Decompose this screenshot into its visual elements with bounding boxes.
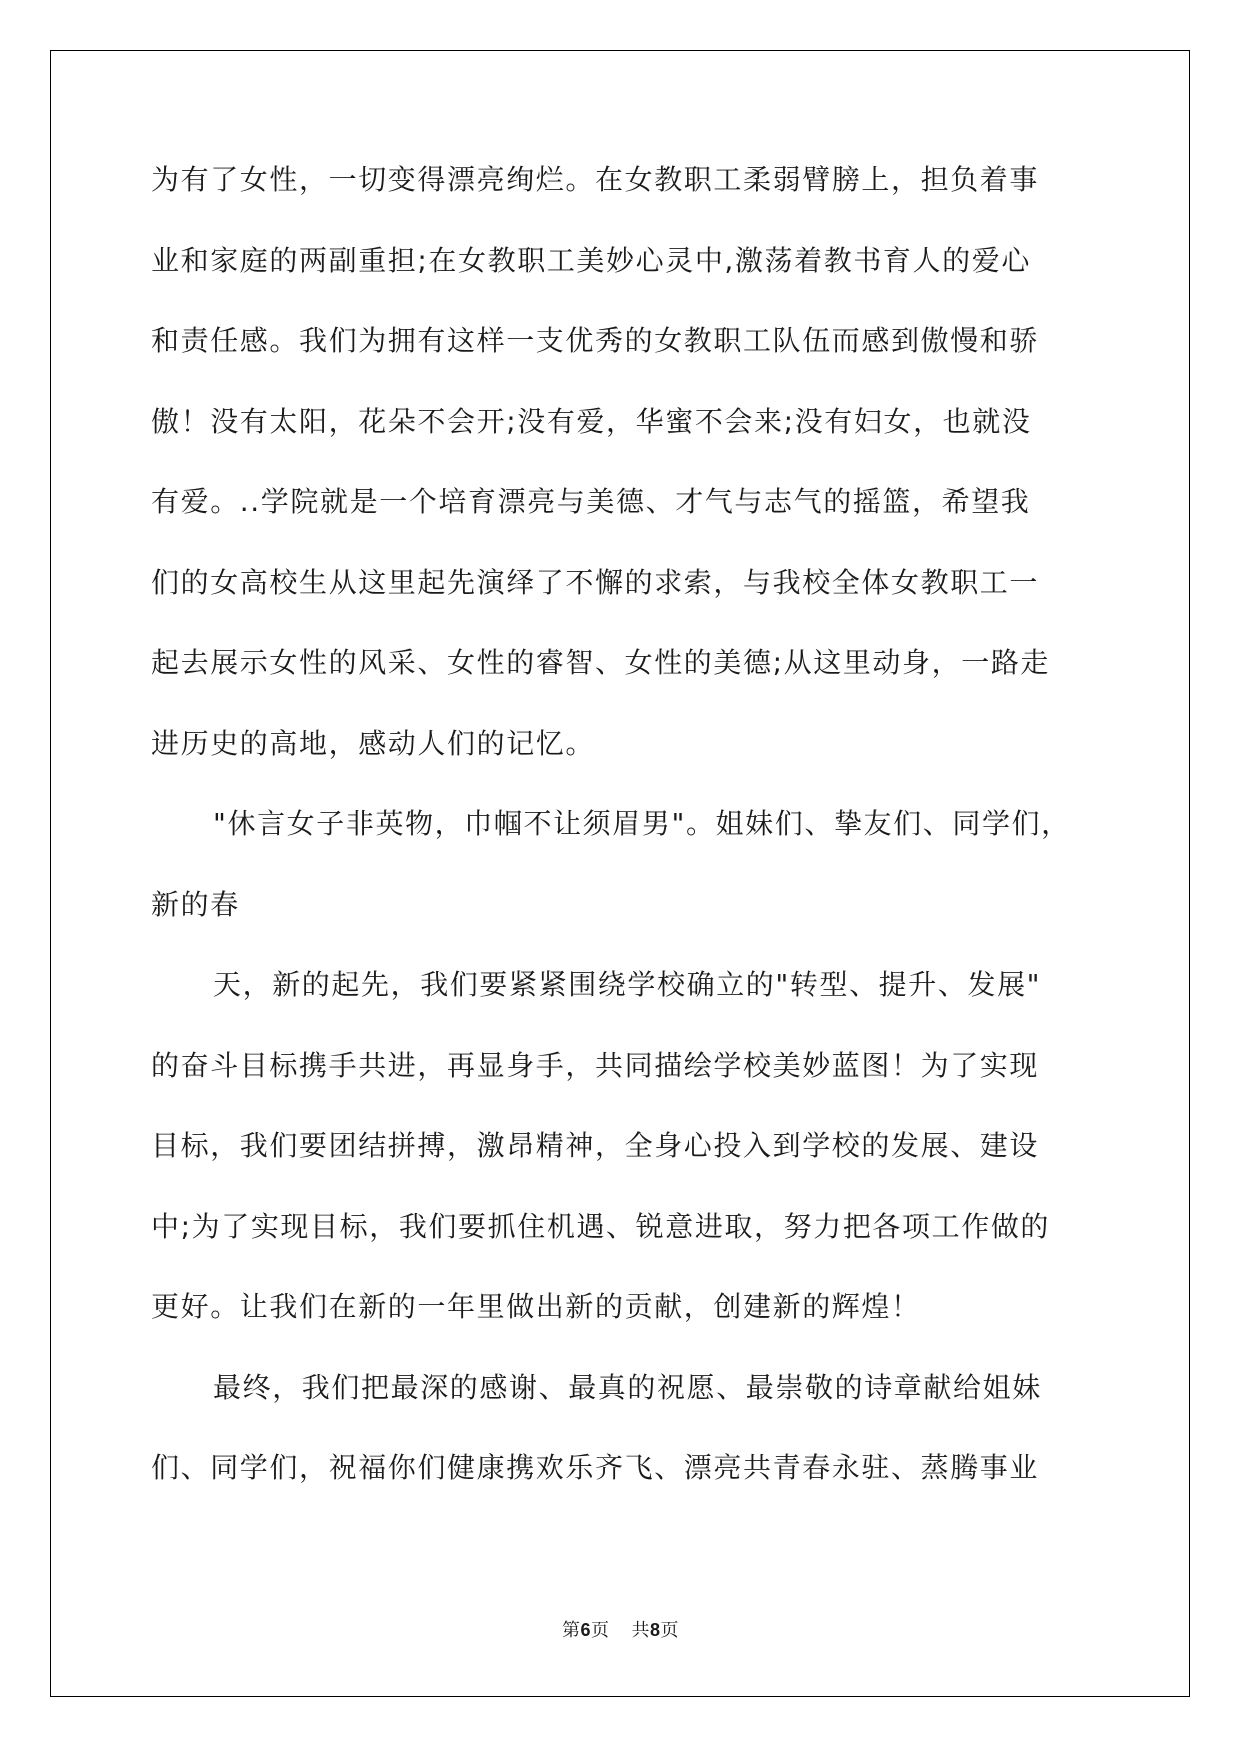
footer-page-suffix: 页 bbox=[591, 1620, 610, 1641]
text-line: 起去展示女性的风采、女性的睿智、女性的美德;从这里动身，一路走 bbox=[151, 646, 1051, 679]
text-line: 目标，我们要团结拼搏，激昂精神，全身心投入到学校的发展、建设 bbox=[151, 1129, 1040, 1162]
document-body bbox=[151, 160, 1091, 1529]
text-line: "休言女子非英物，巾帼不让须眉男"。姐妹们、挚友们、同学们， bbox=[213, 807, 1071, 840]
text-line: 们、同学们，祝福你们健康携欢乐齐飞、漂亮共青春永驻、蒸腾事业 bbox=[151, 1451, 1040, 1484]
text-line: 的奋斗目标携手共进，再显身手，共同描绘学校美妙蓝图！为了实现 bbox=[151, 1048, 1040, 1082]
text-line: 进历史的高地，感动人们的记忆。 bbox=[151, 726, 596, 760]
text-line: 最终，我们把最深的感谢、最真的祝愿、最崇敬的诗章献给姐妹 bbox=[213, 1370, 1042, 1404]
footer-page-prefix: 第 bbox=[561, 1620, 581, 1641]
text-line: 傲！没有太阳，花朵不会开;没有爱，华蜜不会来;没有妇女，也就没 bbox=[151, 404, 1032, 438]
text-line: 和责任感。我们为拥有这样一支优秀的女教职工队伍而感到傲慢和骄 bbox=[151, 324, 1040, 357]
text-line: 天，新的起先，我们要紧紧围绕学校确立的"转型、提升、发展" bbox=[213, 968, 1042, 1001]
footer-total-prefix: 共 bbox=[631, 1620, 650, 1641]
footer-total-suffix: 页 bbox=[660, 1620, 680, 1641]
text-line: 更好。让我们在新的一年里做出新的贡献，创建新的辉煌！ bbox=[151, 1290, 921, 1323]
page-footer bbox=[0, 1616, 1241, 1642]
total-pages-number: 8 bbox=[650, 1620, 661, 1640]
text-line: 新的春 bbox=[151, 887, 240, 921]
text-line: 有爱。..学院就是一个培育漂亮与美德、才气与志气的摇篮，希望我 bbox=[151, 485, 1031, 518]
text-line: 们的女高校生从这里起先演绎了不懈的求索，与我校全体女教职工一 bbox=[151, 565, 1040, 599]
text-line: 业和家庭的两副重担;在女教职工美妙心灵中,激荡着教书育人的爱心 bbox=[151, 243, 1031, 277]
current-page-number: 6 bbox=[580, 1620, 591, 1640]
text-line: 为有了女性，一切变得漂亮绚烂。在女教职工柔弱臂膀上，担负着事 bbox=[151, 163, 1040, 196]
text-line: 中;为了实现目标，我们要抓住机遇、锐意进取，努力把各项工作做的 bbox=[151, 1209, 1051, 1243]
